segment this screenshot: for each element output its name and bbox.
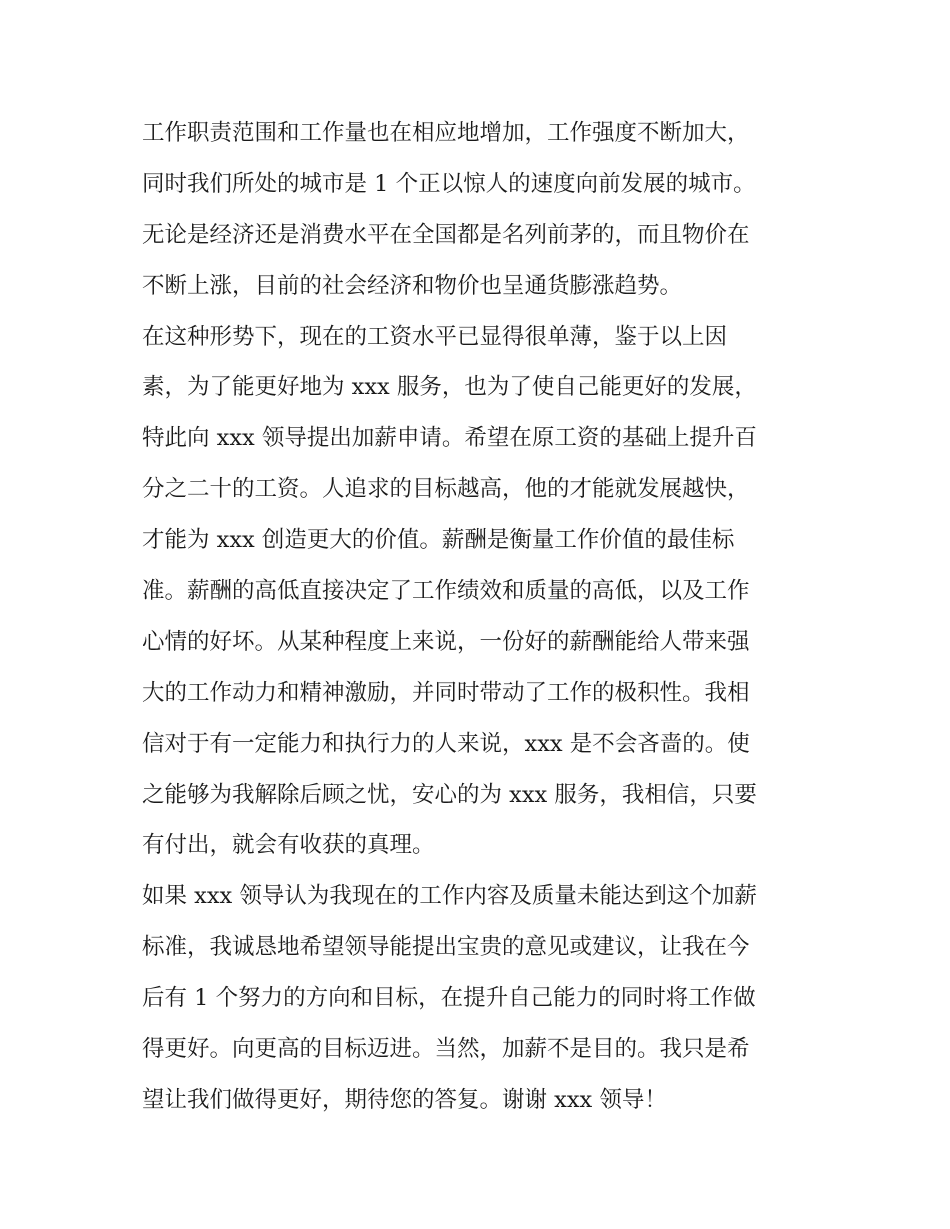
text-line: 如果 xxx 领导认为我现在的工作内容及质量未能达到这个加薪: [142, 883, 757, 910]
letter-body: [142, 108, 832, 1126]
text-line: 分之二十的工资。人追求的目标越高，他的才能就发展越快，: [142, 476, 750, 503]
text-line: 之能够为我解除后顾之忧，安心的为 xxx 服务，我相信，只要: [142, 781, 757, 808]
text-line: 心情的好坏。从某种程度上来说，一份好的薪酬能给人带来强: [142, 628, 750, 655]
text-line: 大的工作动力和精神激励，并同时带动了工作的极积性。我相: [142, 679, 750, 706]
text-line: 望让我们做得更好，期待您的答复。谢谢 xxx 领导！: [142, 1086, 667, 1113]
text-line: 无论是经济还是消费水平在全国都是名列前茅的，而且物价在: [142, 221, 750, 248]
text-line: 在这种形势下，现在的工资水平已显得很单薄，鉴于以上因: [142, 323, 728, 350]
text-line: 标准，我诚恳地希望领导能提出宝贵的意见或建议，让我在今: [142, 934, 750, 961]
text-line: 不断上涨，目前的社会经济和物价也呈通货膨涨趋势。: [142, 272, 683, 299]
text-line: 得更好。向更高的目标迈进。当然，加薪不是目的。我只是希: [142, 1036, 750, 1063]
text-line: 特此向 xxx 领导提出加薪申请。希望在原工资的基础上提升百: [142, 425, 757, 452]
text-line: 素，为了能更好地为 xxx 服务，也为了使自己能更好的发展，: [142, 374, 757, 401]
text-line: 后有 1 个努力的方向和目标，在提升自己能力的同时将工作做: [142, 985, 756, 1012]
text-line: 准。薪酬的高低直接决定了工作绩效和质量的高低，以及工作: [142, 578, 750, 605]
text-line: 工作职责范围和工作量也在相应地增加，工作强度不断加大，: [142, 120, 750, 146]
text-line: 同时我们所处的城市是 1 个正以惊人的速度向前发展的城市。: [142, 170, 756, 197]
text-line: 信对于有一定能力和执行力的人来说，xxx 是不会吝啬的。使: [142, 730, 750, 757]
text-line: 才能为 xxx 创造更大的价值。薪酬是衡量工作价值的最佳标: [142, 527, 735, 554]
text-line: 有付出，就会有收获的真理。: [142, 832, 435, 859]
